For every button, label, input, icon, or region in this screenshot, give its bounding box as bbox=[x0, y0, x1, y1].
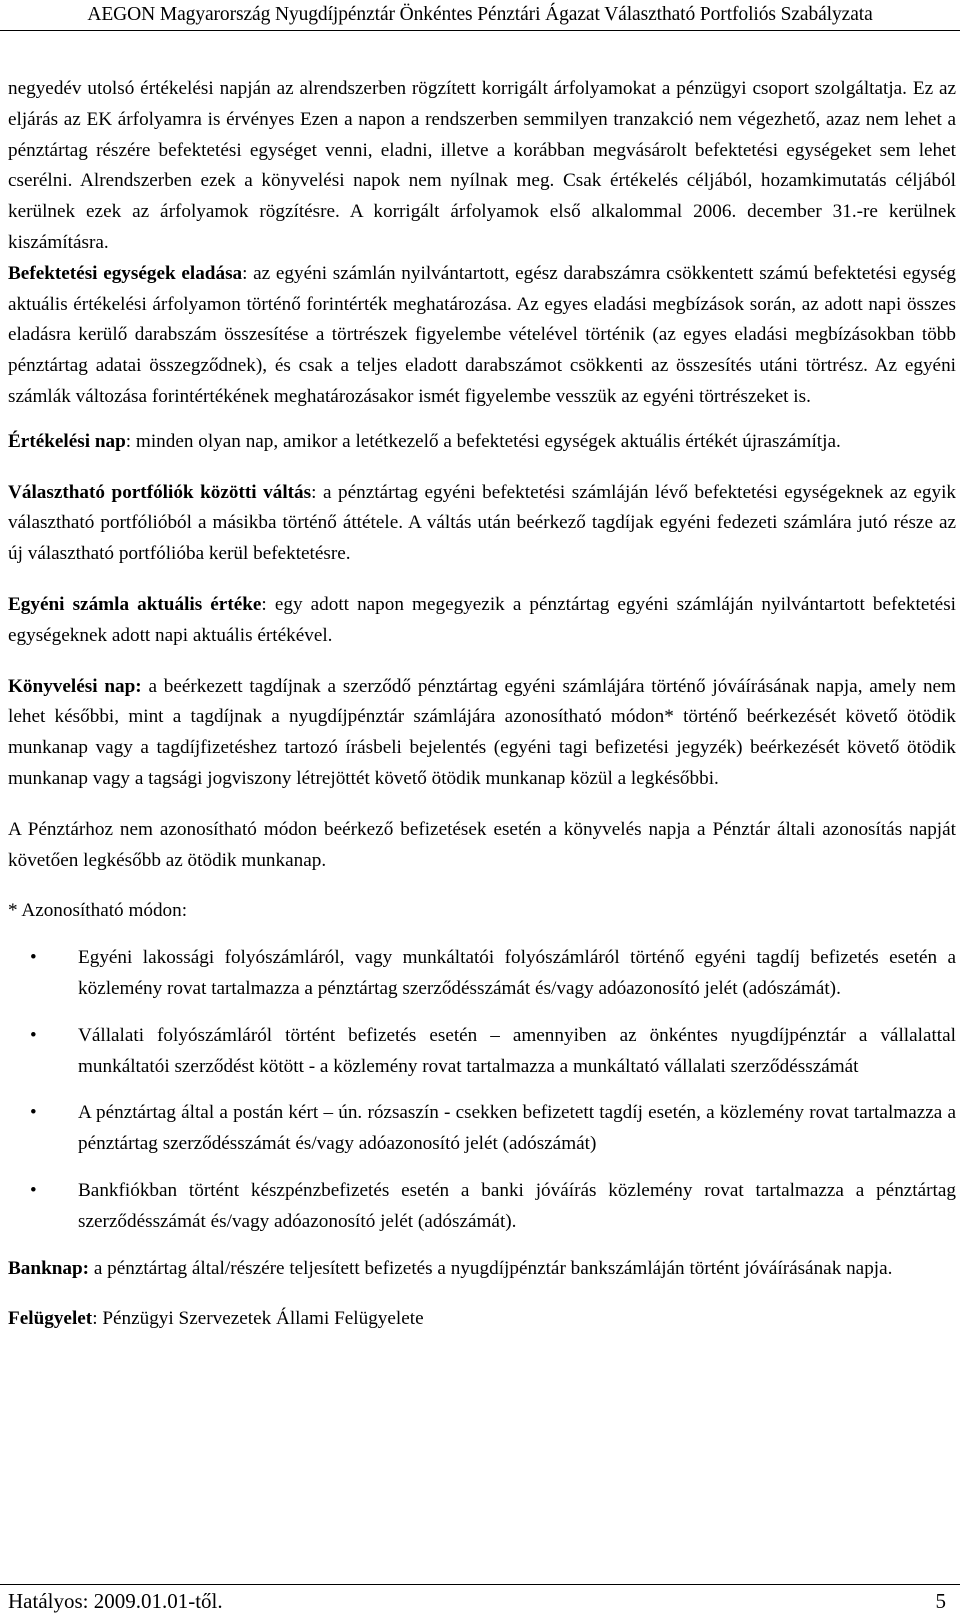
definition-text: a pénztártag által/részére teljesített befizetés a nyugdíjpénztár bankszámláján történt jóváírásának napja. bbox=[89, 1257, 893, 1279]
definition-text: : az egyéni számlán nyilvántartott, egész darabszámra csökkentett számú befektetési egység aktuális értékelési árfolyamon történő forintérték meghatározása. Az egyes eladási megbízások során, az adott napi összes eladásra kerülő darabszám összesítése a törtrészek figyelembe vételével történik (az egyes eladási megbízásokban több pénztártag adatai összegződnek), és csak a teljes eladott darabszámot csökkenti az összesítés utáni törtrész. Az egyéni számlák változása forintértékének meghatározásakor ismét figyelembe vesszük az egyéni törtrészeket is. bbox=[8, 262, 956, 407]
list-item: • Egyéni lakossági folyószámláról, vagy munkáltatói folyószámláról történő egyéni tagdíj befizetés esetén a közlemény rovat tartalmazza a pénztártag szerződésszámát és/vagy adóazonosító jelét (adószámát). bbox=[8, 943, 956, 1005]
definition-term: Egyéni számla aktuális értéke bbox=[8, 593, 262, 615]
paragraph-text: A korrigált árfolyamok első alkalommal 2006. december 31.-re kerülnek kiszámításra. bbox=[8, 201, 956, 253]
header-divider bbox=[0, 30, 960, 31]
definition-banknap bbox=[8, 1254, 956, 1285]
bullet-list bbox=[8, 943, 956, 1237]
definition-konyvelesi-nap bbox=[8, 672, 956, 795]
page-number: 5 bbox=[935, 1589, 946, 1613]
paragraph-azonositas bbox=[8, 815, 956, 877]
list-item: • A pénztártag által a postán kért – ún. rózsaszín - csekken befizetett tagdíj esetén, a közlemény rovat tartalmazza a pénztártag szerződésszámát és/vagy adóazonosító jelét (adószámát) bbox=[8, 1098, 956, 1160]
paragraph-text: A Pénztárhoz nem azonosítható módon beérkező befizetések esetén a könyvelés napja a Pénztár általi azonosítás napját követően legkésőbb az ötödik munkanap. bbox=[8, 818, 956, 871]
definition-term: Értékelési nap bbox=[8, 430, 126, 452]
definition-term: Banknap: bbox=[8, 1257, 90, 1279]
list-item: • Bankfiókban történt készpénzbefizetés esetén a banki jóváírás közlemény rovat tartalmazza a pénztártag szerződésszámát és/vagy adóazonosító jelét (adószámát). bbox=[8, 1176, 956, 1238]
definition-portfolio-valtas bbox=[8, 478, 956, 570]
definition-term: Befektetési egységek eladása bbox=[8, 262, 243, 284]
definition-egyeni-szamla-ertek bbox=[8, 590, 956, 652]
page-footer bbox=[0, 1584, 960, 1620]
definition-text: : a pénztártag egyéni befektetési számláján lévő befektetési egységeknek az egyik választható portfólióból a másikba történő áttétele. A váltás után beérkező tagdíjak egyéni fedezeti számlára jutó része az új választható portfólióba kerül befektetésre. bbox=[8, 481, 956, 565]
page-header bbox=[0, 0, 960, 28]
definition-term: Felügyelet bbox=[8, 1308, 93, 1330]
definition-term: Könyvelési nap: bbox=[8, 675, 142, 697]
list-item: • Vállalati folyószámláról történt befizetés esetén – amennyiben az önkéntes nyugdíjpénztár a vállalattal munkáltatói szerződést kötött - a közlemény rovat tartalmazza a munkáltató vállalati szerződésszámát bbox=[8, 1021, 956, 1083]
definition-text: : Pénzügyi Szervezetek Állami Felügyelete bbox=[92, 1308, 424, 1330]
definition-text: : egy adott napon megegyezik a pénztártag egyéni számláján nyilvántartott befektetési egységeknek adott napi aktuális értékével. bbox=[8, 593, 956, 646]
definition-felugyelet bbox=[8, 1304, 956, 1335]
definition-term: Választható portfóliók közötti váltás bbox=[8, 481, 312, 503]
paragraph-continuation bbox=[8, 74, 956, 259]
paragraph-text: * Azonosítható módon: bbox=[8, 900, 188, 922]
definition-text: a beérkezett tagdíjnak a szerződő pénztártag egyéni számlájára történő jóváírásának napja, amely nem lehet későbbi, mint a tagdíjnak a nyugdíjpénztár számlájára azonosítható módon* történő beérkezését követő ötödik munkanap vagy a tagdíjfizetéshez tartozó írásbeli bejelentés (egyéni tagi befizetési jegyzék) beérkezését követő ötödik munkanap vagy a tagsági jogviszony létrejöttét követő ötödik munkanap közül a legkésőbbi. bbox=[8, 675, 956, 789]
paragraph-text: negyedév utolsó értékelési napján az alrendszerben rögzített korrigált árfolyamokat a pénzügyi csoport szolgáltatja. Ez az eljárás az EK árfolyamra is érvényes Ezen a napon a rendszerben semmilyen tranzakció nem végezhető, azaz nem lehet a pénztártag részére befektetési egységet venni, eladni, illetve a korábban megvásárolt befektetési egységeket sem lehet cserélni. Alrendszerben ezek a könyvelési napok nem nyílnak meg. Csak értékelés céljából, hozamkimutatás céljából kerülnek ezek az árfolyamok rögzítésre. bbox=[8, 78, 956, 223]
document-title: AEGON Magyarország Nyugdíjpénztár Önkéntes Pénztári Ágazat Választható Portfoliós Szabályzata bbox=[87, 4, 873, 25]
definition-ertekelesi-nap bbox=[8, 427, 956, 458]
footer-divider bbox=[0, 1584, 960, 1585]
document-body bbox=[8, 74, 956, 1355]
definition-befektetesi-egysegek-eladasa bbox=[8, 259, 956, 413]
effective-date: Hatályos: 2009.01.01-től. bbox=[8, 1589, 223, 1613]
definition-text: : minden olyan nap, amikor a letétkezelő a befektetési egységek aktuális értékét újraszámítja. bbox=[125, 430, 841, 452]
paragraph-azonosithato-modon bbox=[8, 896, 956, 927]
